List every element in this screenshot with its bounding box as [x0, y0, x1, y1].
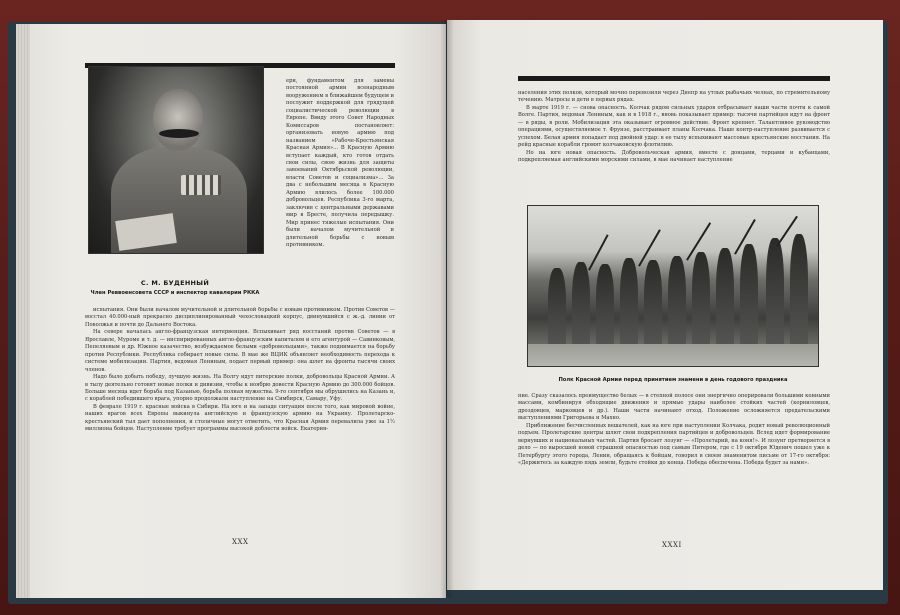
soldier-shape	[572, 262, 590, 348]
soldier-shape	[766, 238, 784, 348]
soldier-shape	[740, 244, 758, 348]
body-paragraph: В феврале 1919 г. красные войска в Сибири. На юге и на западе ситуация после того, как мировой войне, наших врагов всех Европы выкинула английскую и французскую армию на Украину. Пролетарско-крестьянский тыл дает пополнения, и столичные могут отметить, что Красная Армия перевалила уже за 1½ миллиона бойцов. Наступление требует программы высокой доблести войск. Екатерин-	[85, 403, 395, 433]
soldier-shape	[716, 248, 734, 348]
soldier-shape	[548, 268, 566, 348]
body-paragraph: Надо было добыть победу, лучшую жизнь. На Волгу идут питерские полки, добровольцы Красной Армии. А в тылу деятельно готовят новые полки и дивизии, чтобы к ноябрю довести Красную Армию до 300.000 бойцов. Больше месяца идет борьба под Казанью, борьба полная мужества. 9-го сентября мы обрушились на Казань и, с кораблей победившего врага, упорно продолжали наступление на Симбирск, Самару, Уфу.	[85, 374, 395, 403]
body-paragraph: На севере началась англо-французская интервенция. Вспыхивает ряд восстаний против Советов — в Ярославле, Муроме и т. д. — инспирированных англо-французским капиталом и его агентурой — Савинковым, Пепеляевым и др. Южное казачество, возбуждаемое белыми «добровольцами», также поднимается на борьбу против Республики. Республика собирает новые силы. В мае же ВЦИК объявляет необходимость перехода к системе мобилизации. Партия, ведомая Лениным, подает первый пример: она шлет на фронты тысячи своих членов.	[85, 329, 395, 373]
left-page-number: XXX	[232, 538, 249, 546]
right-bottom-text	[518, 393, 830, 527]
right-column-paragraph: ерн, фундаментом для замены постоянной армии всенародным вооружением в ближайшем будущем и послужит поддержкой для грядущей социалистической революции в Европе. Ввиду этого Совет Народных Комиссаров постановляет: организовать новую армию под названием «Рабоче-Крестьянская Красная Армия»... В Красную Армию вступает каждый, кто готов отдать свои силы, свою жизнь для защиты завоеваний Октябрьской революции, власти Советов и социализма»... За два с небольшим месяца в Красную Армию влилось более 100.000 добровольцев. Республика 3-го марта, заключив с центральными державами мир в Бресте, получила передышку. Мир принес тяжелые испытания. Они были началом мучительной и длительной борьбы с новым противником.	[286, 78, 394, 248]
portrait-medals-shape	[181, 175, 221, 195]
regiment-photo-caption: Полк Красной Армии перед принятием знамени в день годового праздника	[558, 377, 788, 383]
soldier-shape	[596, 264, 614, 348]
red-army-regiment-photo	[527, 205, 819, 367]
portrait-head-shape	[153, 89, 203, 151]
soldier-shape	[644, 260, 662, 348]
right-page-number: XXXI	[662, 541, 682, 549]
left-right-column-text	[286, 78, 394, 306]
left-body-text	[85, 307, 395, 521]
body-paragraph: испытания. Они были началом мучительной и длительной борьбы с новым противником. Против Советов — восстал 40.000-ный прекрасно дисциплинированный чехословацкий корпус, двинувшийся с ж.-д. линии от Поволжья и почти до Дальнего Востока.	[85, 307, 395, 328]
photo-ground-shape	[528, 344, 818, 366]
body-paragraph: Приближение бесчисленных вешателей, как на юге при наступлении Колчака, родит новый революционный подъем. Пролетарские центры шлют свои подкрепления партийцев и добровольцев. Вслед идет формирование вернувших и национальных частей. Партия бросает лозунг — «Пролетарий, на коня!». И лозунг претворяется в дело — по выросшей новой страшной опасностью под самым Питером, где с 19 октября Юденич пошел уже к Петербургу этого города, Ленин, обращаясь к бойцам, говорил в своем знаменитом письме от 17-го октября: «Держитесь за каждую пядь земли, будьте стойки до конца. Победа обеспечена. Победа будет за нами».	[518, 422, 830, 467]
right-top-text	[518, 90, 830, 198]
page-edges	[16, 24, 30, 598]
budyonny-portrait-photo	[88, 66, 264, 254]
right-header-rule	[518, 76, 830, 81]
portrait-caption-name: С. М. БУДЕННЫЙ	[140, 279, 210, 287]
soldier-shape	[790, 234, 808, 348]
soldier-shape	[620, 258, 638, 348]
body-paragraph: В марте 1919 г. — снова опасность. Колчак рядом сильных ударов отбрасывает наши части почти к самой Волге. Партия, ведомая Лениным, как и в 1918 г., вновь показывает пример: тысячи партийцев идут на фронт — в ряды, в роли. Мобилизация эта оказывает огромное действие. Фронт крепнет. Талантливое руководство операциями, осуществляемое т. Фрунзе, расстраивает планы Колчака. Наше контр-наступление развивается с успехом. Белая армия попадает под двойной удар: в ее тылу вспыхивают массовые крестьянские восстания. На рейд красные корабли громят колчаковскую флотилию.	[518, 104, 830, 149]
body-paragraph: населения этих полков, который мочно перевозили через Днепр на утлых рыбачьих челнах, по стремительному течению. Матросы и дети в первых рядах.	[518, 90, 830, 104]
portrait-moustache-shape	[159, 129, 199, 138]
soldier-shape	[692, 252, 710, 348]
soldier-shape	[668, 256, 686, 348]
portrait-caption-subtitle: Член Реввоенсовета СССР и инспектор кавалерии РККА	[90, 290, 260, 296]
body-paragraph: ние. Сразу сказалось преимущество белых — в степной полосе они энергично оперировали большими конными массами, комбинируя обходящие движения и прямые удары наиболее стойких частей (корниловцев, дроздовцев, марковцев и др.). Наши части начинают отход. Положение осложняется предательскими выступлениями Григорьева и Махно.	[518, 393, 830, 422]
book-gutter	[440, 20, 454, 598]
body-paragraph: Но на юге новая опасность. Добровольческая армия, вместе с донцами, терцами и кубанцами, подкрепляемая английскими морскими силами, в мае начинает наступление	[518, 149, 830, 164]
